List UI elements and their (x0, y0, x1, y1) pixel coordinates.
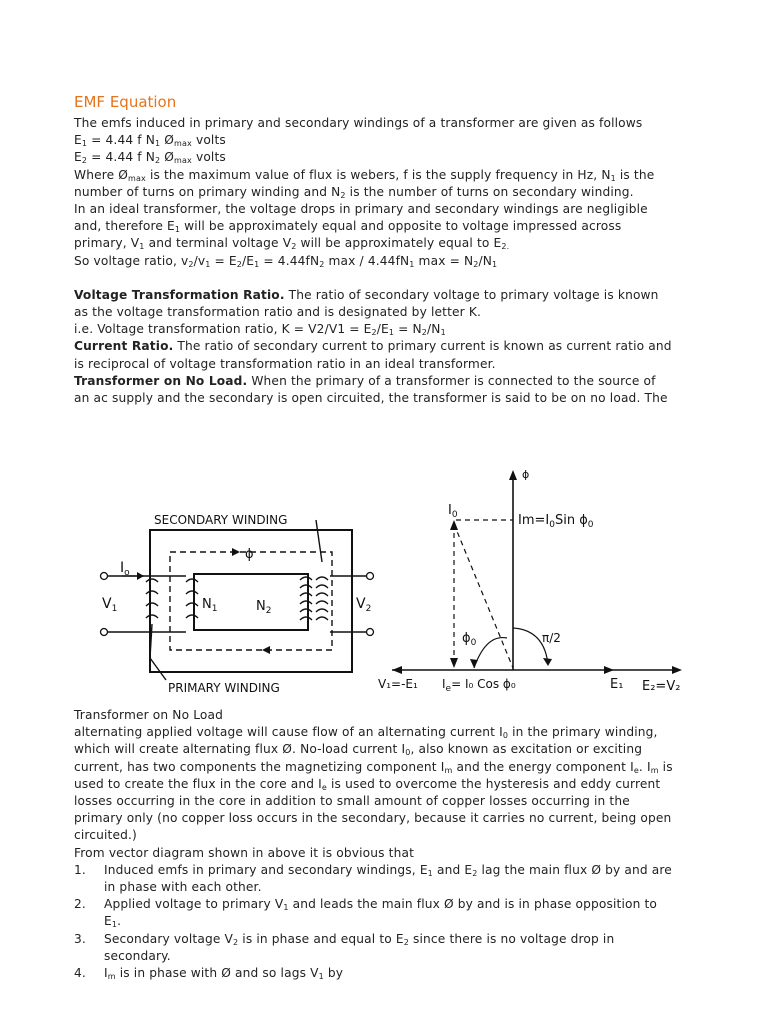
document-continuation (74, 707, 674, 982)
v1-label: $V_1$ (102, 596, 118, 614)
secondary-coil (300, 520, 368, 632)
i0-arrow-head (137, 572, 144, 580)
secondary-winding-label: SECONDARY WINDING (154, 513, 288, 527)
pi2-arrow (543, 658, 552, 666)
i0-label: $I_o$ (120, 560, 130, 578)
phasor-phi-label: ϕ (522, 468, 530, 481)
phi0-arrow (470, 659, 478, 668)
list-item: 3. Secondary voltage $V_2$ is in phase and equal to $E_2$ since there is no voltage drop in secondary. (74, 931, 615, 963)
primary-coil (106, 576, 198, 680)
transformer-no-load-figure (0, 462, 768, 702)
vector-diagram-intro: From vector diagram shown in above it is obvious that (74, 845, 415, 860)
flux-label: ϕ (245, 547, 254, 562)
voltage-transformation-ratio-paragraph: Voltage Transformation Ratio. The ratio of secondary voltage to primary voltage is known as the voltage transformation ratio and is designated by letter K. (74, 287, 659, 320)
no-load-paragraph: Transformer on No Load. When the primary of a transformer is connected to the source of an ac supply and the secondary is open circuited, the transformer is said to be on no load. The (74, 373, 668, 406)
no-load-current-paragraph: alternating applied voltage will cause flow of an alternating current $I_0$ in the primary winding, which will create alternating flux Ø. No-load current $I_0$, also known as excitation or exciting current, has two components the magnetizing component $I_m$ and the energy component $I_e$. $I_m$ is used to create the flux in the core and $I_e$ is used to overcome the hysteresis and eddy current losses occurring in the core in addition to small amount of copper losses occurring in the primary only (no copper loss occurs in the secondary, because it carries no current, being open circuited.) (74, 725, 673, 843)
ie-phasor-arrow (450, 658, 458, 668)
page-title: EMF Equation (74, 93, 177, 111)
flux-arrow-top (232, 548, 240, 556)
n2-label: $N_2$ (256, 599, 272, 616)
k-ratio-line: i.e. Voltage transformation ratio, $K = V2/V1 = E_2/E_1 = N_2/N_1$ (74, 322, 446, 338)
e2-v2-label: E₂=V₂ (642, 679, 681, 694)
figure-caption: Transformer on No Load (74, 708, 224, 722)
list-item: 1. Induced emfs in primary and secondary windings, $E_1$ and $E_2$ lag the main flux Ø by and are in phase with each other. (74, 862, 672, 895)
e1-label: E₁ (610, 677, 624, 692)
pi2-label: π/2 (542, 631, 561, 645)
phasor-i0-label: $I_0$ (448, 503, 458, 520)
v1-e1-label: V₁=-E₁ (378, 677, 418, 691)
e2-axis-arrow (672, 666, 682, 674)
figure-drawing (0, 462, 768, 702)
voltage-ratio-line: So voltage ratio, $v_2/v_1 = E_2/E_1 = 4.44fN_2$ max / $4.44fN_1$ $\max = N_2/N_1$ (74, 253, 498, 269)
v1-axis-arrow (392, 666, 402, 674)
paragraph-gap (74, 270, 674, 287)
equation-e1: $E_1 = 4.44$ f $N_1$ $Ø_{max}$ volts (74, 133, 226, 149)
v2-label: $V_2$ (356, 596, 372, 614)
im-label: $Im=I_0Sin$ $\phi_0$ (518, 513, 594, 530)
list-item: 2. Applied voltage to primary $V_1$ and leads the main flux Ø by and is in phase opposition to $E_1$. (74, 897, 658, 930)
ideal-transformer-paragraph: In an ideal transformer, the voltage drops in primary and secondary windings are negligible and, therefore $E_1$ will be approximately equal and opposite to voltage impressed across primary, $V_1$ and terminal voltage $V_2$ will be approximately equal to $E_{2.}$ (74, 202, 648, 252)
list-item: 4. $I_m$ is in phase with Ø and so lags $V_1$ by (74, 966, 344, 982)
phi0-label: $\phi_0$ (462, 631, 477, 648)
n1-label: $N_1$ (202, 597, 218, 614)
where-paragraph: Where $Ø_{max}$ is the maximum value of flux is webers, f is the supply frequency in Hz, $N_1$ is the number of turns on primary winding and $N_2$ is the number of turns on secondary winding. (74, 167, 655, 200)
primary-winding-label: PRIMARY WINDING (168, 681, 280, 695)
equation-e2: $E_2 = 4.44$ f $N_2$ $Ø_{max}$ volts (74, 150, 226, 166)
current-ratio-paragraph: Current Ratio. The ratio of secondary current to primary current is known as current ratio and is reciprocal of voltage transformation ratio in an ideal transformer. (74, 339, 672, 371)
document-body (74, 92, 674, 407)
phasor-axes (392, 474, 678, 670)
ie-label: $I_e= I_0$ Cos ϕ₀ (442, 677, 516, 694)
flux-arrow-bottom (262, 646, 270, 654)
intro-paragraph: The emfs induced in primary and secondary windings of a transformer are given as follows (74, 116, 643, 130)
phi-axis-arrow (509, 470, 517, 480)
i0-phasor-arrow (450, 520, 458, 530)
e1-arrow (604, 666, 614, 674)
